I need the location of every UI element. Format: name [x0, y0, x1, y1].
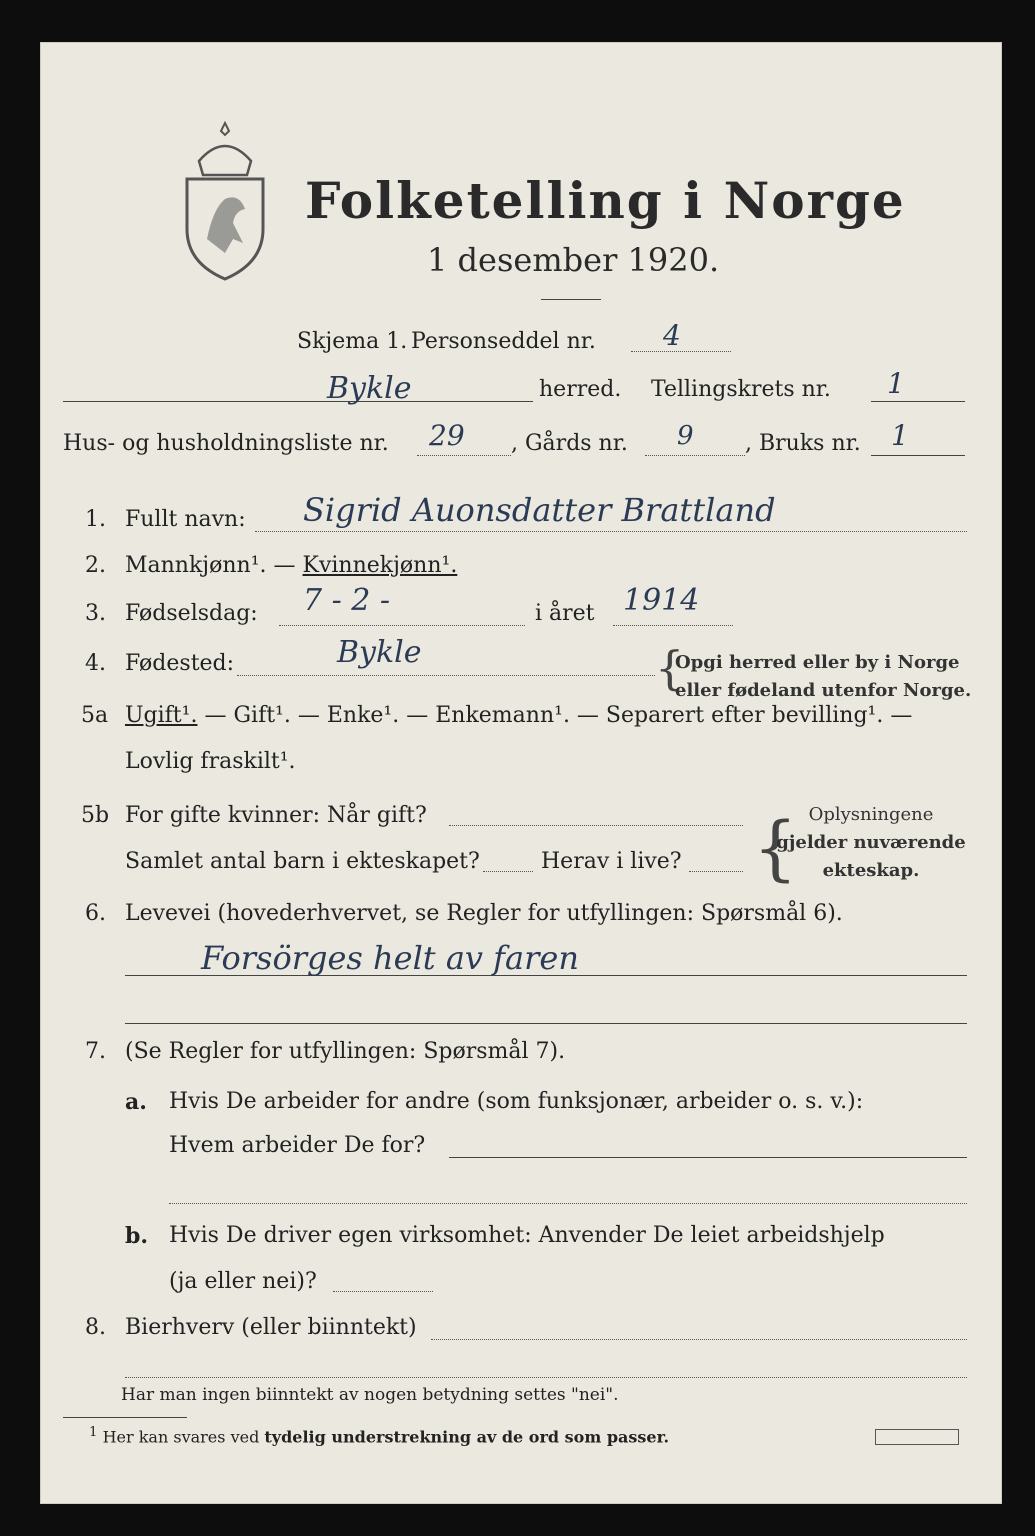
q4-note-line1: Opgi herred eller by i Norge	[675, 652, 960, 673]
q4-note	[675, 649, 971, 705]
q4-note-line2: eller fødeland utenfor Norge.	[675, 680, 972, 701]
q7-number: 7.	[85, 1039, 106, 1064]
q1-number: 1.	[85, 507, 106, 532]
q3-day-value: 7 - 2 -	[303, 583, 391, 618]
q8-field-line-2	[125, 1377, 967, 1378]
footnote	[89, 1425, 669, 1446]
footnote-marker: 1	[89, 1425, 98, 1440]
q3-number: 3.	[85, 601, 106, 626]
q7a-question: Hvis De arbeider for andre (som funksjonær, arbeider o. s. v.):	[169, 1089, 864, 1114]
q7b-yes-no-label: (ja eller nei)?	[169, 1269, 317, 1294]
q5b-note	[771, 801, 971, 885]
q5a-options-rest: — Gift¹. — Enke¹. — Enkemann¹. — Separert efter bevilling¹. —	[197, 703, 913, 728]
q1-label: Fullt navn:	[125, 507, 246, 532]
tellingskrets-field-line	[871, 401, 965, 402]
tellingskrets-label: Tellingskrets nr.	[651, 377, 831, 402]
gards-label: , Gårds nr.	[511, 431, 628, 456]
q8-note: Har man ingen biinntekt av nogen betydning settes "nei".	[121, 1385, 619, 1405]
q3-day-field-line	[279, 625, 525, 626]
q5b-when-married-label: For gifte kvinner: Når gift?	[125, 803, 427, 828]
q8-number: 8.	[85, 1315, 106, 1340]
q7b-field-line	[333, 1291, 433, 1292]
q7b-question: Hvis De driver egen virksomhet: Anvender De leiet arbeidshjelp	[169, 1223, 885, 1248]
gards-field-line	[645, 455, 745, 456]
q6-field-line-2	[125, 1023, 967, 1024]
q8-label: Bierhverv (eller biinntekt)	[125, 1315, 417, 1340]
gards-value: 9	[677, 421, 694, 451]
q2-option-male: Mannkjønn¹. —	[125, 553, 303, 578]
herred-label: herred.	[539, 377, 622, 402]
q4-field-line	[237, 675, 655, 676]
q7a-letter: a.	[125, 1089, 147, 1115]
tellingskrets-value: 1	[887, 367, 905, 400]
husholdningsliste-label: Hus- og husholdningsliste nr.	[63, 431, 389, 456]
q1-value: Sigrid Auonsdatter Brattland	[303, 491, 776, 529]
q5b-number: 5b	[81, 803, 110, 828]
q5b-when-married-field-line	[449, 825, 743, 826]
q2-option-female: Kvinnekjønn¹.	[302, 553, 458, 578]
husholdningsliste-field-line	[417, 455, 511, 456]
q5b-children-field-line	[483, 871, 533, 872]
q7a-employer-field-line	[449, 1157, 967, 1158]
footnote-text-plain: Her kan svares ved	[102, 1427, 265, 1447]
coat-of-arms-icon	[179, 121, 271, 281]
husholdningsliste-value: 29	[429, 419, 465, 452]
q8-field-line-1	[431, 1339, 967, 1340]
q3-year-value: 1914	[623, 583, 700, 618]
q5a-number: 5a	[81, 703, 109, 728]
q5b-note-line2: gjelder nuværende	[776, 832, 966, 853]
census-date: 1 desember 1920.	[427, 241, 720, 279]
q3-year-field-line	[613, 625, 733, 626]
q4-label: Fødested:	[125, 651, 235, 676]
bruks-label: , Bruks nr.	[745, 431, 861, 456]
q5b-note-line1: Oplysningene	[808, 804, 934, 825]
title-divider	[541, 299, 601, 300]
q6-number: 6.	[85, 901, 106, 926]
herred-value: Bykle	[327, 371, 412, 406]
footnote-text-bold: tydelig understrekning av de ord som passer.	[264, 1427, 670, 1447]
bruks-value: 1	[891, 419, 909, 452]
q7b-letter: b.	[125, 1223, 149, 1249]
q2-number: 2.	[85, 553, 106, 578]
form-title: Folketelling i Norge	[305, 171, 906, 230]
herred-field-line	[63, 401, 533, 402]
q3-label: Fødselsdag:	[125, 601, 258, 626]
q7a-extra-field-line	[169, 1203, 967, 1204]
q7a-employer-label: Hvem arbeider De for?	[169, 1133, 426, 1158]
personseddel-field-line	[631, 351, 731, 352]
q5a-option-ugift: Ugift¹.	[125, 703, 198, 728]
personseddel-label: Personseddel nr.	[411, 329, 596, 354]
q5b-note-brace: {	[753, 807, 798, 889]
census-form	[40, 42, 1002, 1504]
bruks-field-line	[871, 455, 965, 456]
footnote-divider	[63, 1417, 187, 1418]
q4-note-brace: {	[655, 641, 685, 695]
schema-label: Skjema 1.	[297, 329, 408, 354]
q5b-children-label: Samlet antal barn i ekteskapet?	[125, 849, 480, 874]
q5a-option-fraskilt: Lovlig fraskilt¹.	[125, 749, 296, 774]
q5b-note-line3: ekteskap.	[822, 860, 920, 881]
q5b-alive-field-line	[689, 871, 743, 872]
q5a-options	[125, 703, 912, 728]
q4-value: Bykle	[337, 635, 422, 670]
q7-label: (Se Regler for utfyllingen: Spørsmål 7).	[125, 1039, 566, 1064]
q2-text	[125, 553, 457, 578]
q1-field-line	[255, 531, 967, 532]
q3-year-label: i året	[535, 601, 595, 626]
q5b-alive-label: Herav i live?	[541, 849, 682, 874]
q6-label: Levevei (hovederhvervet, se Regler for utfyllingen: Spørsmål 6).	[125, 901, 843, 926]
q4-number: 4.	[85, 651, 106, 676]
personseddel-value: 4	[663, 319, 681, 352]
printer-stamp	[875, 1429, 959, 1445]
q6-value: Forsörges helt av faren	[201, 939, 579, 977]
